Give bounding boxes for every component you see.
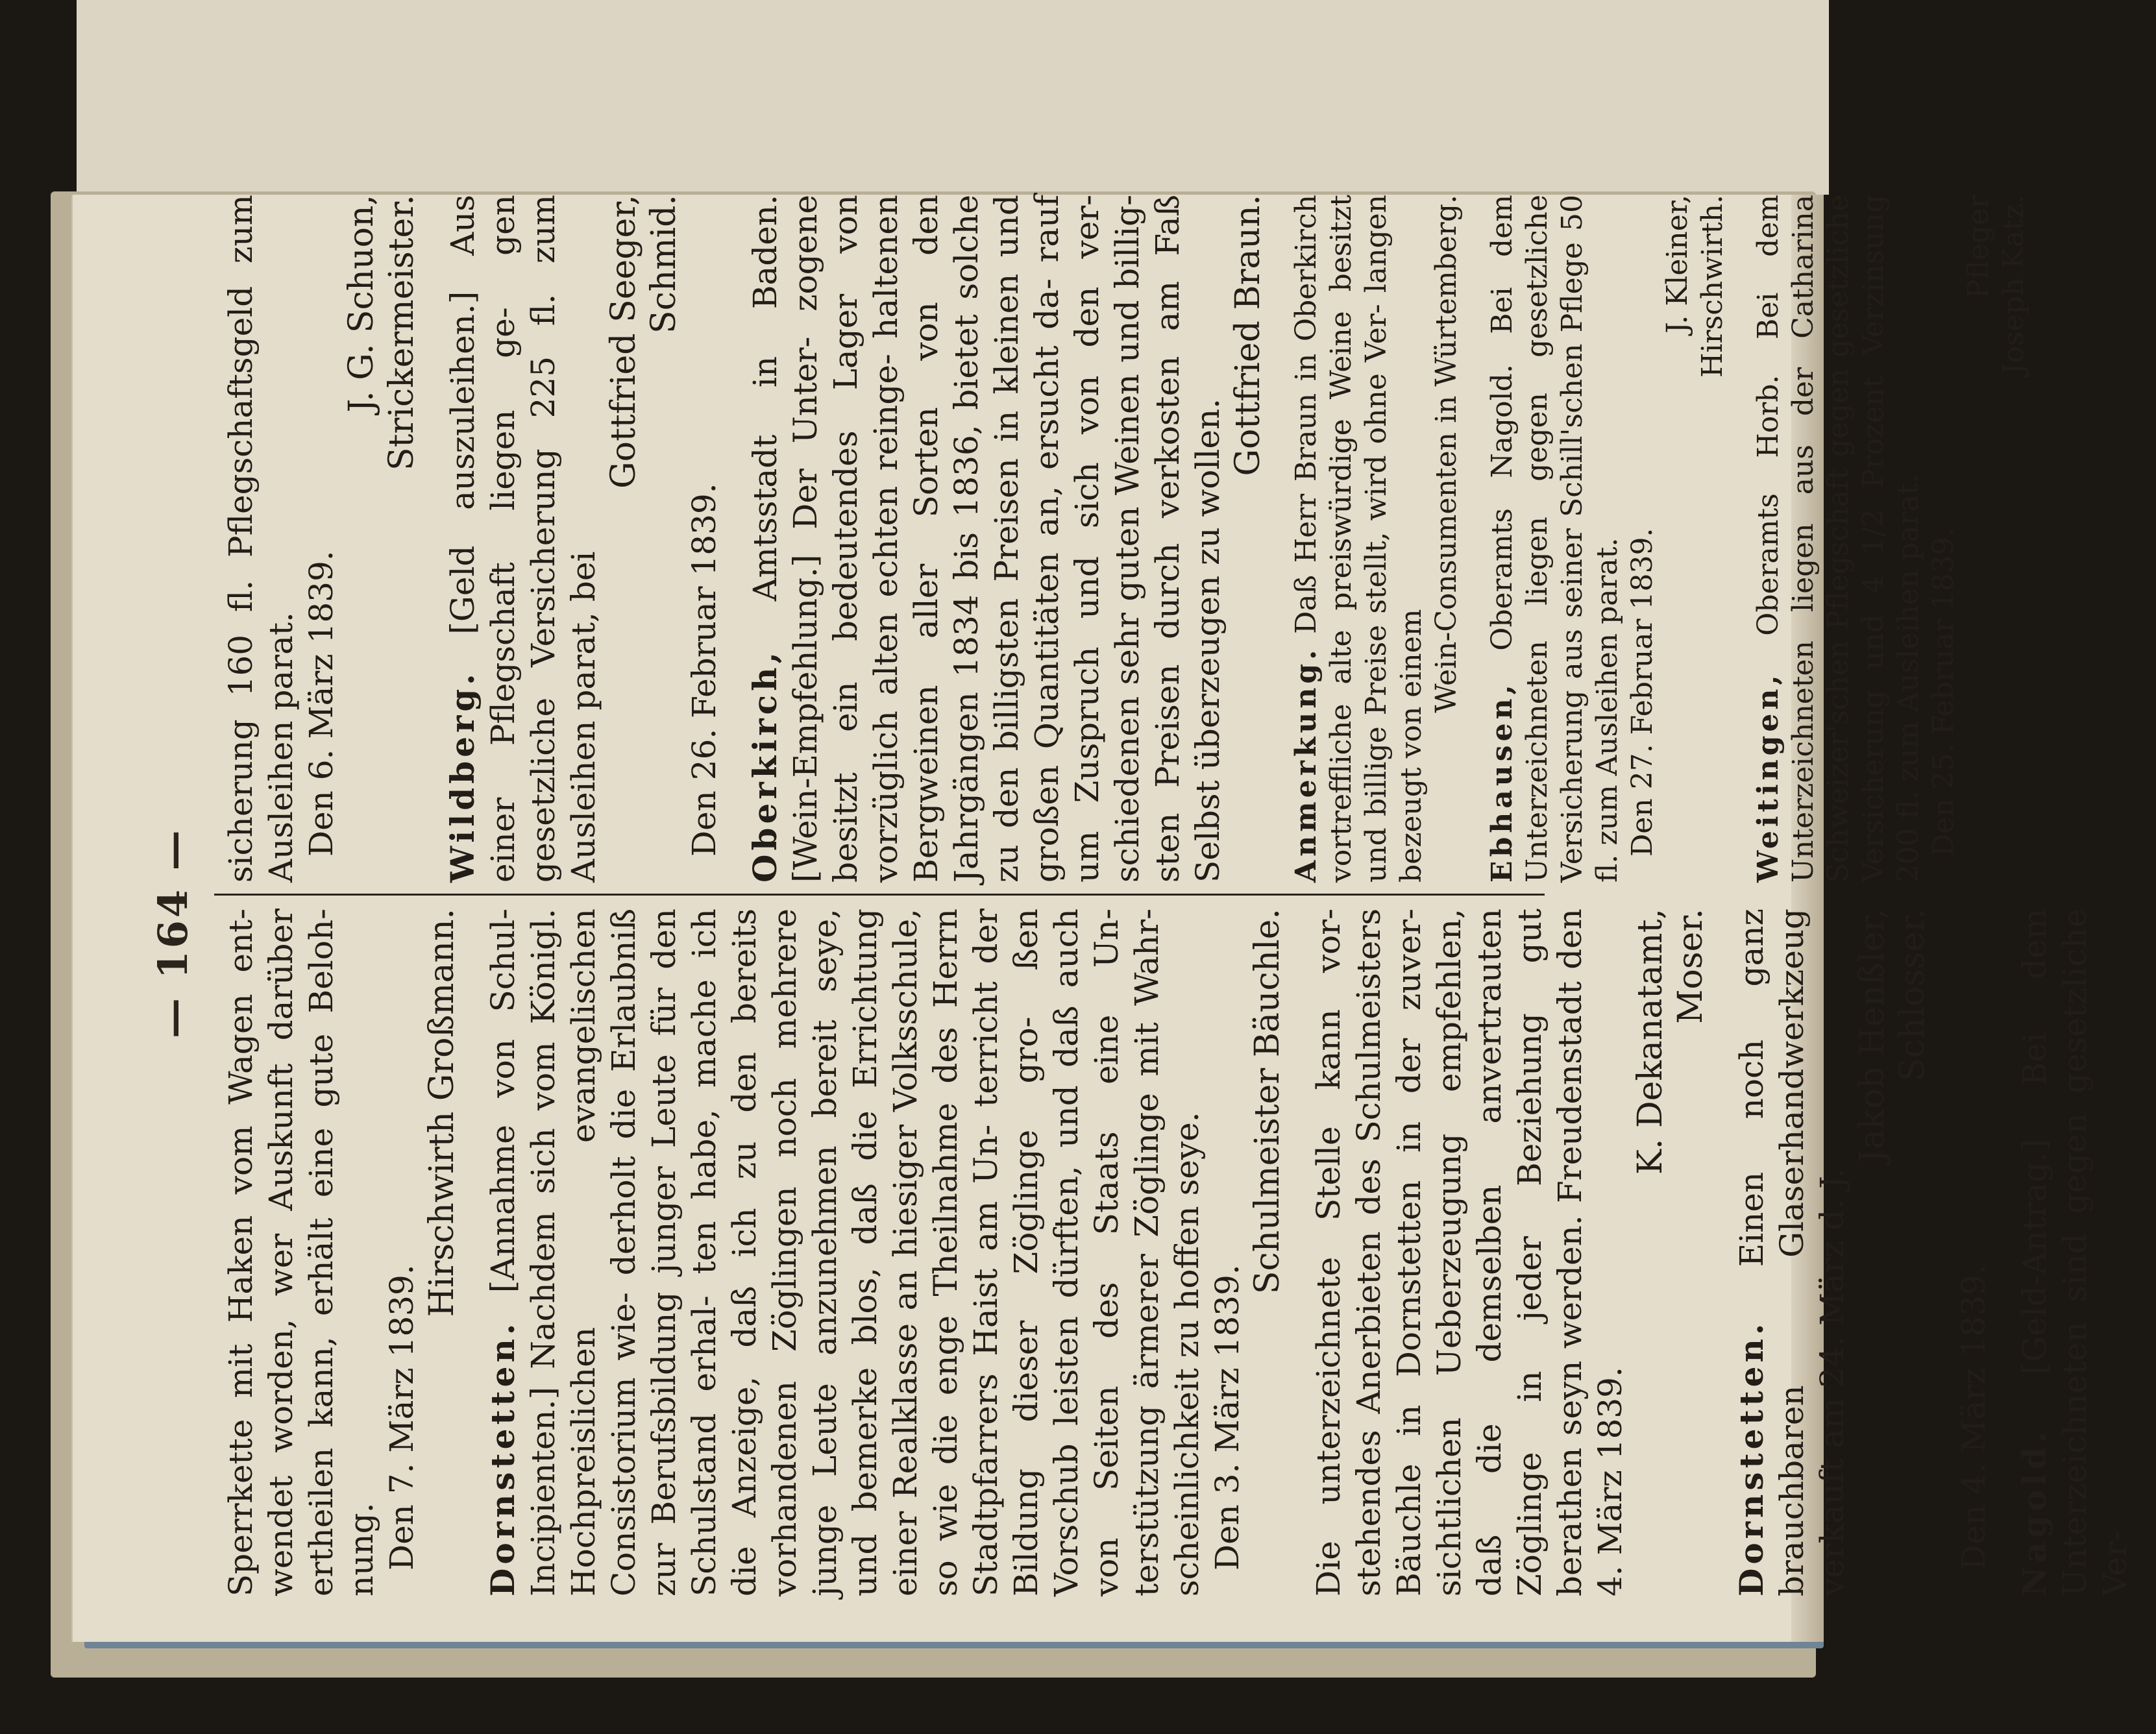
signature-line: Schmid.: [644, 195, 683, 334]
text-line: stehendes Anerbieten des Schulmeisters: [1350, 909, 1388, 1596]
entry-text: [2015, 909, 2135, 1596]
signature-line: J. G. Schuon,: [342, 195, 381, 413]
text-line: besitzt und billige Preise stellt, wird ohne Ver-: [1325, 195, 1393, 883]
right_column-entry: [443, 195, 724, 883]
text-line: nung.: [343, 1502, 380, 1596]
text-line: haltenen Bergweinen aller Sorten von: [867, 195, 945, 883]
text-line: terricht der Bildung dieser Zöglinge gro-: [967, 909, 1045, 1596]
entry-text: [221, 909, 382, 1596]
place-name: Weitingen,: [1752, 671, 1785, 883]
right_column-entry: [1289, 195, 1464, 883]
text-line: Aus einer Pflegschaft liegen ge-: [444, 195, 522, 883]
text-line: noch mehrere junge Leute anzunehmen: [766, 909, 844, 1596]
entry-text: [483, 909, 1207, 1596]
text-line: Die unterzeichnete Stelle kann vor-: [1310, 909, 1347, 1596]
text-line: sichtlichen Ueberzeugung empfehlen, daß: [1430, 909, 1508, 1596]
text-line: Versicherung und 4 1/2 Prozent Verzinsung: [1857, 195, 1890, 883]
left_column-entry: [221, 909, 462, 1596]
text-line: 50 fl. zum Ausleihen parat.: [1556, 195, 1624, 883]
text-line: terstützung ärmerer Zöglinge mit Wahr-: [1128, 909, 1166, 1596]
right_column-entry: [221, 195, 422, 883]
text-line: dem Unterzeichneten liegen gegen gesetzliche: [1486, 195, 1554, 883]
entry-text: [1308, 909, 1630, 1596]
left-column: [221, 909, 2156, 1596]
entry-text: [221, 195, 301, 883]
text-line: ßen Vorschub leisten dürften, und daß: [1007, 909, 1085, 1596]
signature-line: Hirschwirth Großmann.: [423, 909, 461, 1317]
entry-text: [1751, 195, 1926, 883]
text-line: [Geld-Antrag.] Bei dem: [2016, 909, 2053, 1375]
signature-line: K. Dekanatamt,: [1631, 909, 1670, 1175]
text-line: ten habe, mache ich die Anzeige, daß: [685, 909, 763, 1596]
page-number: — 164 —: [149, 827, 197, 1038]
place-name: Wildberg.: [443, 670, 482, 883]
text-line: überzeugen zu wollen.: [1189, 398, 1227, 770]
entry-date: Den 25. Februar 1839.: [1927, 528, 1960, 857]
text-line: sicherung 160 fl. Pflegschaftsgeld zum: [222, 195, 260, 883]
text-line: die demselben anvertrauten Zöglinge in: [1471, 909, 1549, 1596]
signature-line: Pfleger: [1962, 195, 1995, 299]
right_column-entry: [745, 195, 1268, 883]
text-line: Bäuchle in Dornstetten in der zuver-: [1390, 909, 1428, 1596]
text-line: Oberamts Horb. Bei dem: [1752, 195, 1785, 636]
entry-date: Den 3. März 1839.: [1208, 1264, 1246, 1570]
entry-date: Den 4. März 1839.: [1955, 1264, 1992, 1570]
text-line: sten Preisen durch verkosten am Faß Selbst: [1149, 195, 1227, 883]
text-line: Daß Herr Braun in: [1290, 353, 1323, 634]
text-line: Unterzeichneten liegen aus der Catharina: [1787, 195, 1820, 883]
text-line: Errichtung einer Realklasse an hiesiger: [846, 909, 924, 1596]
text-line: Versicherung aus seiner Schill'schen Pflege: [1556, 242, 1589, 883]
text-line: Unterzeichneten sind gegen gesetzliche Ver-: [2056, 909, 2134, 1596]
text-line: den Jahrgängen 1834 bis 1836, bietet: [907, 195, 985, 883]
column-divider: [214, 894, 1545, 896]
place-name: Dornstetten.: [484, 1319, 522, 1596]
entry-text: [1485, 195, 1625, 883]
entry-text: [443, 195, 604, 883]
text-line: [Annahme von: [484, 1039, 522, 1293]
text-line: Amtsstadt in Baden.: [746, 195, 784, 602]
previous-page-edge: [77, 0, 1829, 195]
place-name: Ebhausen,: [1486, 681, 1519, 883]
text-line: Schul-Incipienten.] Nachdem: [484, 909, 562, 1596]
text-line: gen gesetzliche Versicherung 225 fl.: [484, 195, 562, 883]
entry-text: [1289, 195, 1429, 883]
text-line: ich zu den bereits vorhandenen Zöglingen: [726, 909, 803, 1596]
left_column-entry: [1732, 909, 1933, 1596]
signature-line: Wein-Consumenten in Würtemberg.: [1430, 195, 1463, 713]
text-line: von vorzüglich alten echten reinge-: [827, 195, 905, 883]
text-line: Oberkirch vortreffliche alte preiswürdige Weine: [1290, 195, 1358, 883]
right_column-entry: [1751, 195, 2031, 883]
entry-text: [745, 195, 1228, 883]
entry-date: Den 6. März 1839.: [302, 550, 340, 857]
text-line: scheinlichkeit zu hoffen seye.: [1168, 1112, 1206, 1596]
text-line: solche zu den billigsten Preisen in kleinen: [948, 195, 1025, 883]
text-line: und großen Quantitäten an, ersucht da-: [988, 195, 1066, 883]
text-line: Oberamts Nagold. Bei: [1486, 287, 1519, 651]
signature-line: Strickermeister.: [382, 195, 421, 471]
text-line: [Geld auszuleihen.]: [444, 291, 482, 635]
signature-line: Gottfried Seeger,: [604, 195, 643, 489]
text-line: ertheilen kann, erhält eine gute Beloh-: [302, 909, 340, 1596]
text-line: Schweizer'schen Pflegschaft gegen gesetzliche: [1822, 195, 1855, 883]
signature-line: J. Kleiner,: [1661, 195, 1694, 334]
text-line: langen bezeugt von einem: [1360, 195, 1428, 883]
left_column-entry: [1308, 909, 1711, 1596]
place-name: Anmerkung.: [1290, 646, 1323, 883]
entry-date: Den 26. Februar 1839.: [685, 483, 723, 857]
text-line: des Herrn Stadtpfarrers Haist am Un-: [927, 908, 1005, 1596]
left_column-entry: [2015, 909, 2135, 1596]
text-line: derholt die Erlaubniß zur Berufsbildung: [605, 909, 683, 1596]
entry-date: Den 27. Februar 1839.: [1626, 528, 1659, 857]
text-line: Freudenstadt den 4. März 1839.: [1551, 909, 1629, 1596]
text-line: am 24. März d. J.: [1813, 1167, 1851, 1448]
text-line: Volksschule, so wie die enge Theilnahme: [887, 909, 964, 1596]
text-line: auch von Seiten des Staats eine Un-: [1047, 909, 1125, 1596]
text-line: 200 fl. zum Ausleihen parat.: [1892, 474, 1925, 883]
text-line: junger Leute für den Schulstand erhal-: [645, 909, 723, 1596]
signature-line: Schulmeister Bäuchle.: [1248, 909, 1287, 1295]
left_column-entry: [483, 909, 1288, 1596]
signature-line: Moser.: [1671, 909, 1710, 1024]
place-name: Nagold.: [2015, 1428, 2053, 1596]
right_column-entry: [1485, 195, 1730, 883]
text-line: Einen noch ganz: [1733, 909, 1770, 1267]
right-column: [221, 195, 2052, 883]
signature-line: Jakob Henßler,: [1853, 909, 1892, 1163]
text-line: sich vom Königl. Hochpreislichen: [524, 909, 602, 1596]
text-line: zum Ausleihen parat, bei: [524, 195, 602, 883]
text-line: evangelischen Consistorium wie-: [565, 909, 643, 1596]
signature-line: Schlosser.: [1893, 909, 1932, 1081]
place-name: Oberkirch,: [746, 648, 784, 883]
place-name: Dornstetten.: [1732, 1319, 1770, 1596]
entry-text: [1732, 909, 1852, 1596]
text-line: Sperrkette mit Haken vom Wagen ent-: [222, 909, 260, 1596]
signature-line: Hirschwirth.: [1696, 195, 1729, 378]
text-line: jeder Beziehung gut berathen seyn werden.: [1511, 909, 1589, 1596]
text-line: schiedenen sehr guten Weinen und billig-: [1109, 195, 1146, 883]
text-line: zogene besitzt ein bedeutendes Lager: [787, 195, 864, 883]
signature-line: Joseph Katz.: [1997, 195, 2030, 375]
entry-date: Den 7. März 1839.: [383, 1264, 421, 1570]
text-line: wendet worden, wer Auskunft darüber: [262, 909, 300, 1596]
text-line: brauchbaren Glaserhandwerkzeug verkauft: [1773, 909, 1851, 1596]
text-line: bereit seye, und bemerke blos, daß die: [806, 909, 884, 1596]
text-line: [Wein-Empfehlung.] Der Unter-: [787, 336, 824, 883]
page-content: [130, 195, 2134, 1596]
signature-line: Gottfried Braun.: [1229, 195, 1268, 476]
text-line: rauf um Zuspruch und sich von den ver-: [1028, 195, 1106, 883]
left_column-entry: [1954, 909, 1994, 1596]
text-line: Ausleihen parat.: [262, 612, 300, 883]
